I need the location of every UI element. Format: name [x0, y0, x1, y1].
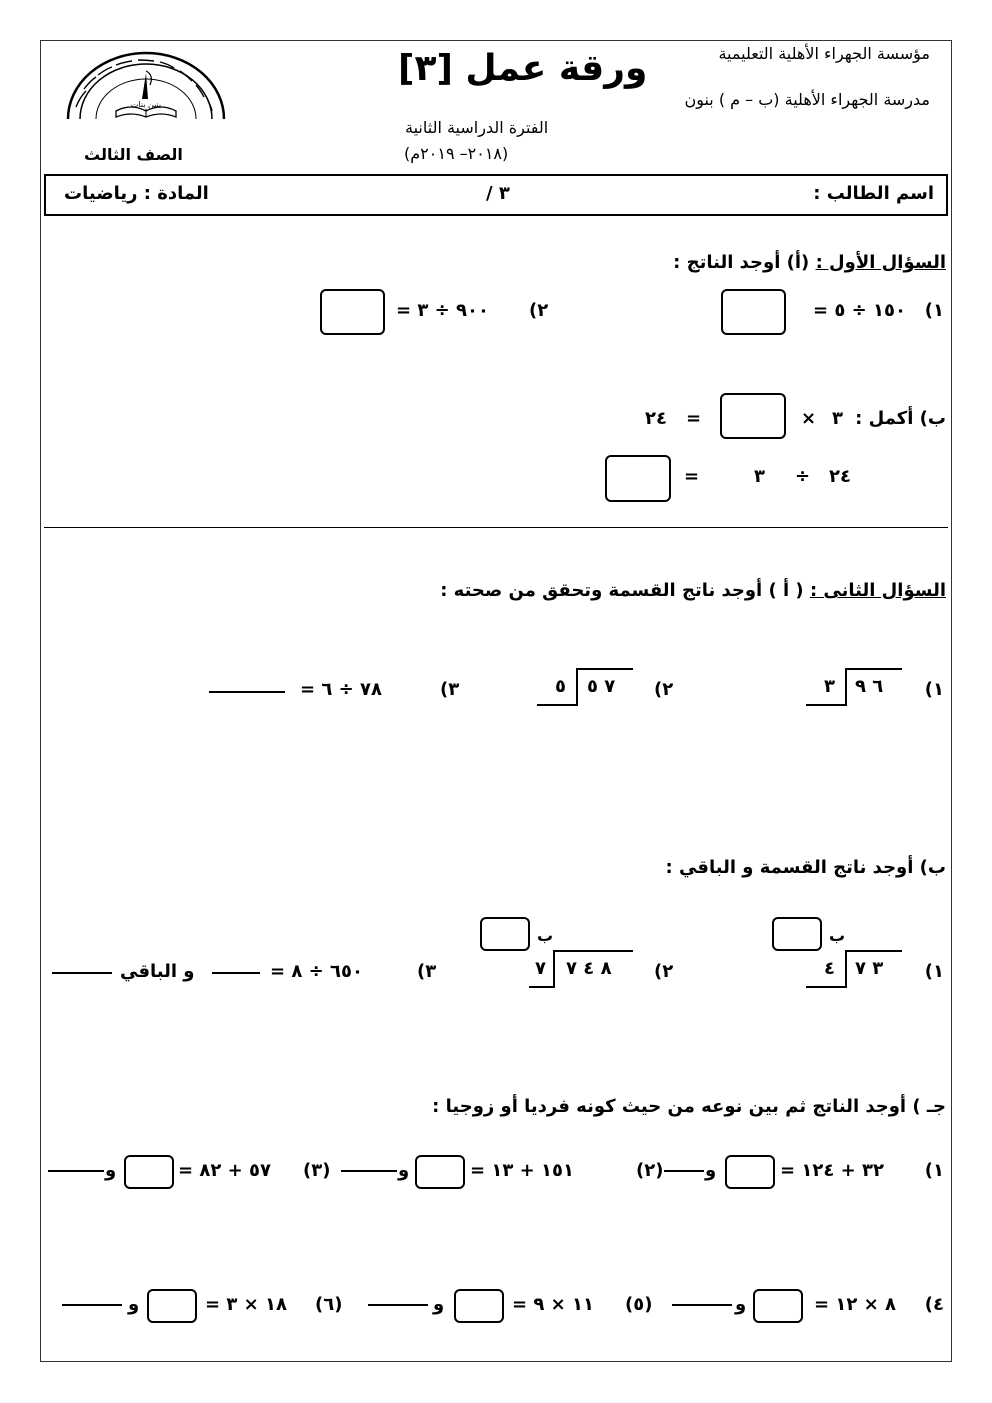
term-label: الفترة الدراسية الثانية [405, 118, 549, 137]
institution-name: مؤسسة الجهراء الأهلية التعليمية [718, 44, 930, 63]
q2-c3-and: و [105, 1160, 117, 1181]
q2-c6-type-line[interactable] [62, 1304, 122, 1306]
q2-a2-division-bar [576, 668, 633, 670]
q2-c4-type-line[interactable] [672, 1304, 732, 1306]
q1-part-a-instruction: (أ) أوجد الناتج : [673, 252, 810, 273]
q2-b1-quotient-line [806, 986, 847, 988]
q1-p2-expression: ٩٠٠ ÷ ٣ = [396, 300, 489, 321]
q1-b2-equals: = [684, 466, 700, 487]
q2-a2-divisor: ٥ [555, 676, 566, 697]
q2-b1-division-bar [845, 950, 902, 952]
q2-c1-expression: ٣٢ + ١٢٤ = [780, 1160, 884, 1181]
q2-a1-divisor: ٣ [824, 676, 835, 697]
q2-c4-expression: ٨ × ١٢ = [814, 1294, 896, 1315]
q2-c6-number: (٦) [315, 1294, 343, 1315]
q2-c1-answer-box[interactable] [725, 1155, 775, 1189]
q2-part-c-instruction: جـ ) أوجد الناتج ثم بين نوعه من حيث كونه فرديا أو زوجيا : [432, 1096, 946, 1117]
q2-a1-division-bar [845, 668, 902, 670]
q2-a2-dividend: ٧ ٥ [587, 676, 616, 697]
q2-a1-division-bracket [845, 668, 847, 704]
section-divider [44, 527, 948, 528]
q2-c4-answer-box[interactable] [753, 1289, 803, 1323]
q2-b2-remainder-label: ب [537, 926, 554, 945]
q2-c2-answer-box[interactable] [415, 1155, 465, 1189]
q2-c5-number: (٥) [625, 1294, 653, 1315]
q2-c3-answer-box[interactable] [124, 1155, 174, 1189]
q2-b2-quotient-line [529, 986, 555, 988]
q2-a1-dividend: ٦ ٩ [855, 676, 884, 697]
q2-c3-number: (٣) [303, 1160, 331, 1181]
q2-c1-number: ١) [924, 1160, 944, 1181]
q1-p2-number: ٢) [529, 300, 549, 321]
svg-text:بنين بنات: بنين بنات [130, 100, 162, 109]
subject-label: المادة : رياضيات [64, 183, 209, 204]
q2-a3-answer-line[interactable] [209, 691, 285, 693]
q2-c1-and: و [705, 1160, 717, 1181]
q1-b1-equals: = [686, 408, 702, 429]
q2-c5-and: و [433, 1294, 445, 1315]
q1-b1-result: ٢٤ [645, 408, 667, 429]
q2-b2-dividend: ٨ ٤ ٧ [566, 958, 612, 979]
q2-c5-expression: ١١ × ٩ = [512, 1294, 594, 1315]
q2-c2-type-line[interactable] [341, 1170, 397, 1172]
q2-b1-number: ١) [924, 961, 944, 982]
worksheet-title: ورقة عمل [٣] [398, 48, 648, 89]
q2-b1-division-bracket [845, 950, 847, 986]
q2-b1-remainder-label: ب [829, 926, 846, 945]
school-logo [62, 47, 230, 123]
q2-a3-number: ٣) [440, 679, 460, 700]
q1-b2-divisor: ٣ [754, 466, 765, 487]
q2-b1-remainder-box[interactable] [772, 917, 822, 951]
q1-b2-answer-box[interactable] [605, 455, 671, 502]
score-label: ٣ / [486, 183, 510, 204]
q2-b3-quotient-line[interactable] [212, 972, 260, 974]
q2-a1-quotient-line [806, 704, 847, 706]
q2-b2-division-bar [553, 950, 633, 952]
grade-label: الصف الثالث [84, 145, 183, 164]
q1-heading [673, 252, 946, 273]
q2-c3-expression: ٥٧ + ٨٢ = [178, 1160, 271, 1181]
q2-part-a-instruction: ( أ ) أوجد ناتج القسمة وتحقق من صحته : [440, 580, 804, 601]
q1-p1-answer-box[interactable] [721, 289, 786, 335]
q2-heading [440, 580, 946, 601]
q1-p1-number: ١) [924, 300, 944, 321]
q1-b1-answer-box[interactable] [720, 393, 786, 439]
q2-title: السؤال الثانى : [809, 580, 946, 601]
q2-b2-divisor: ٧ [535, 958, 546, 979]
q2-c5-type-line[interactable] [368, 1304, 428, 1306]
q2-c2-number: (٢) [636, 1160, 664, 1181]
q2-a2-quotient-line [537, 704, 578, 706]
q2-c6-expression: ١٨ × ٣ = [205, 1294, 287, 1315]
q2-a2-division-bracket [576, 668, 578, 704]
q2-b3-remainder-line[interactable] [52, 972, 112, 974]
student-name-label[interactable]: اسم الطالب : [813, 183, 934, 204]
q2-b2-division-bracket [553, 950, 555, 986]
q1-p2-answer-box[interactable] [320, 289, 385, 335]
q2-a3-expression: ٧٨ ÷ ٦ = [300, 679, 382, 700]
q1-b1-factor: ٣ [832, 408, 843, 429]
q2-c1-type-line[interactable] [664, 1170, 704, 1172]
q2-c4-and: و [735, 1294, 747, 1315]
q2-b1-divisor: ٤ [824, 958, 835, 979]
q1-b1-operator: × [801, 408, 817, 429]
q2-b3-expression: ٦٥٠ ÷ ٨ = [270, 961, 363, 982]
q1-b2-dividend: ٢٤ [829, 466, 851, 487]
q1-title: السؤال الأول : [815, 252, 946, 273]
academic-year: (٢٠١٨– ٢٠١٩م) [404, 144, 509, 163]
q2-b3-remainder-label: و الباقي [120, 961, 195, 982]
q2-b1-dividend: ٣ ٧ [855, 958, 884, 979]
q2-c5-answer-box[interactable] [454, 1289, 504, 1323]
q2-c4-number: ٤) [924, 1294, 944, 1315]
q2-c6-answer-box[interactable] [147, 1289, 197, 1323]
school-name: مدرسة الجهراء الأهلية (ب – م ) بنون [684, 90, 930, 109]
q2-c6-and: و [128, 1294, 140, 1315]
q2-b2-number: ٢) [654, 961, 674, 982]
q1-p1-expression: ١٥٠ ÷ ٥ = [813, 300, 906, 321]
q2-a1-number: ١) [924, 679, 944, 700]
q2-b2-remainder-box[interactable] [480, 917, 530, 951]
q2-c2-expression: ١٥١ + ١٣ = [470, 1160, 574, 1181]
q1-part-b-instruction: ب) أكمل : [855, 408, 946, 429]
q2-c3-type-line[interactable] [48, 1170, 104, 1172]
q2-c2-and: و [398, 1160, 410, 1181]
q2-part-b-instruction: ب) أوجد ناتج القسمة و الباقي : [665, 857, 946, 878]
q2-a2-number: ٢) [654, 679, 674, 700]
q1-b2-operator: ÷ [795, 466, 811, 487]
q2-b3-number: ٣) [417, 961, 437, 982]
